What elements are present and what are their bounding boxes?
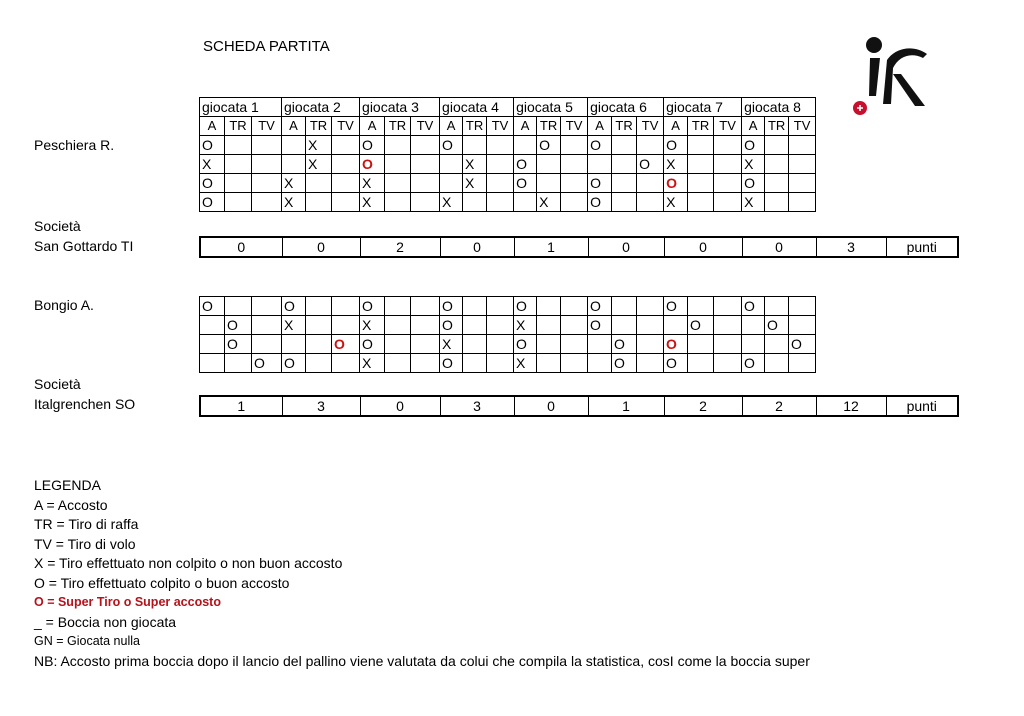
- shot-cell: X: [306, 155, 332, 174]
- shot-cell: [688, 193, 714, 212]
- shot-cell: O: [588, 136, 612, 155]
- shot-cell: [306, 193, 332, 212]
- shot-cell: [714, 354, 742, 373]
- shot-cell: [537, 354, 561, 373]
- shot-cell: [714, 193, 742, 212]
- societa-name: San Gottardo TI: [34, 238, 134, 254]
- shot-cell: O: [360, 335, 385, 354]
- shot-cell: [714, 174, 742, 193]
- shot-type-header: TV: [252, 117, 282, 136]
- shot-cell: [332, 316, 360, 335]
- bocce-player-logo-icon: [843, 34, 931, 118]
- table-row: [200, 174, 816, 193]
- shot-cell: [487, 354, 514, 373]
- shot-cell: [688, 335, 714, 354]
- shot-cell: [561, 155, 588, 174]
- shot-cell: O: [514, 155, 537, 174]
- giocata-header: giocata 8: [742, 98, 816, 117]
- shot-cell: [714, 297, 742, 316]
- player-name: Bongio A.: [34, 297, 94, 313]
- shot-type-header: TR: [463, 117, 487, 136]
- shot-cell: [385, 297, 411, 316]
- shot-type-header: TR: [537, 117, 561, 136]
- shot-cell: [252, 316, 282, 335]
- shot-cell: [306, 297, 332, 316]
- shot-cell: O: [588, 193, 612, 212]
- giocata-header: giocata 4: [440, 98, 514, 117]
- shot-cell: [411, 335, 440, 354]
- shot-cell: X: [440, 335, 463, 354]
- shot-cell: O: [588, 174, 612, 193]
- shot-cell: [282, 335, 306, 354]
- shot-cell: [411, 354, 440, 373]
- shot-cell: X: [200, 155, 225, 174]
- shot-cell: O: [789, 335, 816, 354]
- shot-cell: X: [360, 316, 385, 335]
- shot-cell: O: [225, 335, 252, 354]
- giocata-header: giocata 6: [588, 98, 664, 117]
- table-row: [200, 193, 816, 212]
- shot-cell: [487, 174, 514, 193]
- table-row: [200, 316, 816, 335]
- shot-cell: [487, 297, 514, 316]
- shot-cell: [561, 136, 588, 155]
- giocata-header: giocata 3: [360, 98, 440, 117]
- shot-cell: [411, 136, 440, 155]
- shot-cell: [200, 335, 225, 354]
- shot-cell: [537, 335, 561, 354]
- table-row: [200, 297, 816, 316]
- shot-cell: [612, 155, 637, 174]
- shot-cell: O: [440, 136, 463, 155]
- shot-cell: [637, 335, 664, 354]
- legend-line: NB: Accosto prima boccia dopo il lancio del pallino viene valutata da colui che compila la statistica, cosI come la boccia super: [34, 652, 810, 669]
- shot-cell: [688, 155, 714, 174]
- shot-cell: [332, 354, 360, 373]
- shot-cell: [252, 174, 282, 193]
- shot-cell: O: [514, 174, 537, 193]
- shot-cell: [463, 297, 487, 316]
- shot-cell: [463, 316, 487, 335]
- shot-cell: O: [664, 174, 688, 193]
- shot-cell: [537, 155, 561, 174]
- points-label: punti: [886, 237, 958, 257]
- legend-line: GN = Giocata nulla: [34, 634, 140, 648]
- shot-cell: [200, 354, 225, 373]
- table-row: [200, 335, 816, 354]
- shot-cell: [637, 297, 664, 316]
- shot-cell: O: [765, 316, 789, 335]
- legend-line: O = Super Tiro o Super accosto: [34, 595, 221, 609]
- giocata-score: 1: [588, 396, 664, 416]
- shot-cell: [225, 174, 252, 193]
- giocata-header: giocata 1: [200, 98, 282, 117]
- giocata-score: 0: [588, 237, 664, 257]
- shot-cell: [688, 174, 714, 193]
- giocata-score: 0: [742, 237, 816, 257]
- shot-cell: [765, 297, 789, 316]
- player-name: Peschiera R.: [34, 137, 115, 153]
- shot-cell: X: [664, 155, 688, 174]
- giocata-score: 3: [440, 396, 514, 416]
- shot-cell: [463, 354, 487, 373]
- shot-cell: [225, 193, 252, 212]
- shot-cell: [789, 136, 816, 155]
- shot-cell: O: [440, 297, 463, 316]
- shot-type-header: TR: [688, 117, 714, 136]
- shot-cell: [561, 354, 588, 373]
- shot-cell: O: [664, 335, 688, 354]
- shot-cell: [714, 316, 742, 335]
- shot-cell: O: [360, 136, 385, 155]
- shot-cell: [588, 354, 612, 373]
- shot-cell: [789, 174, 816, 193]
- shot-cell: [332, 155, 360, 174]
- giocata-score: 3: [282, 396, 360, 416]
- shot-cell: X: [537, 193, 561, 212]
- score-grid-team-2: [199, 296, 816, 373]
- shot-type-header: A: [200, 117, 225, 136]
- shot-cell: [252, 155, 282, 174]
- shot-cell: [440, 155, 463, 174]
- shot-cell: [463, 136, 487, 155]
- legend-line: O = Tiro effettuato colpito o buon accosto: [34, 574, 290, 591]
- table-row: [200, 354, 816, 373]
- giocata-score: 2: [360, 237, 440, 257]
- shot-cell: [385, 335, 411, 354]
- shot-cell: [688, 297, 714, 316]
- legend-line: X = Tiro effettuato non colpito o non buon accosto: [34, 555, 343, 571]
- shot-type-header: A: [742, 117, 765, 136]
- shot-cell: [637, 354, 664, 373]
- shot-cell: [252, 297, 282, 316]
- shot-cell: [282, 136, 306, 155]
- shot-cell: O: [200, 136, 225, 155]
- shot-cell: X: [360, 174, 385, 193]
- shot-type-header: TV: [714, 117, 742, 136]
- legend: [34, 476, 810, 671]
- shot-cell: [332, 136, 360, 155]
- shot-cell: [537, 316, 561, 335]
- shot-cell: [765, 155, 789, 174]
- shot-cell: O: [742, 297, 765, 316]
- shot-cell: [487, 136, 514, 155]
- giocata-header: giocata 7: [664, 98, 742, 117]
- points-label: punti: [886, 396, 958, 416]
- giocata-score: 2: [742, 396, 816, 416]
- shot-cell: O: [588, 297, 612, 316]
- shot-type-header: TV: [411, 117, 440, 136]
- table-row: [200, 136, 816, 155]
- shot-type-header: TV: [487, 117, 514, 136]
- shot-cell: O: [588, 316, 612, 335]
- legend-line: TR = Tiro di raffa: [34, 516, 139, 532]
- giocata-score: 1: [514, 237, 588, 257]
- shot-cell: [765, 354, 789, 373]
- shot-cell: O: [742, 136, 765, 155]
- giocata-header: giocata 2: [282, 98, 360, 117]
- shot-cell: [306, 354, 332, 373]
- shot-cell: O: [664, 354, 688, 373]
- societa-label: Società: [34, 218, 81, 234]
- shot-cell: [411, 174, 440, 193]
- giocata-score: 0: [440, 237, 514, 257]
- shot-cell: [385, 155, 411, 174]
- shot-cell: [487, 193, 514, 212]
- societa-name: Italgrenchen SO: [34, 396, 136, 412]
- shot-cell: [487, 335, 514, 354]
- shot-cell: O: [360, 297, 385, 316]
- shot-cell: O: [200, 297, 225, 316]
- shot-cell: [664, 316, 688, 335]
- shot-cell: [225, 354, 252, 373]
- giocata-header: giocata 5: [514, 98, 588, 117]
- shot-cell: [440, 174, 463, 193]
- shot-type-header: A: [588, 117, 612, 136]
- shot-cell: [306, 335, 332, 354]
- shot-cell: [252, 136, 282, 155]
- shot-type-header: TR: [306, 117, 332, 136]
- shot-cell: [637, 316, 664, 335]
- shot-cell: O: [742, 354, 765, 373]
- shot-cell: [765, 136, 789, 155]
- shot-type-header: TV: [561, 117, 588, 136]
- shot-cell: [282, 155, 306, 174]
- shot-cell: [789, 316, 816, 335]
- shot-cell: [225, 136, 252, 155]
- giocata-score: 0: [664, 237, 742, 257]
- shot-cell: O: [612, 335, 637, 354]
- shot-cell: X: [514, 354, 537, 373]
- shot-cell: O: [612, 354, 637, 373]
- shot-type-header: TR: [385, 117, 411, 136]
- shot-cell: [612, 297, 637, 316]
- shot-cell: O: [200, 174, 225, 193]
- shot-cell: [742, 335, 765, 354]
- shot-cell: [487, 316, 514, 335]
- score-grid-team-1: [199, 97, 816, 212]
- shot-cell: [225, 155, 252, 174]
- points-row-team-2: [199, 395, 959, 417]
- giocata-score: 0: [514, 396, 588, 416]
- shot-type-header: A: [440, 117, 463, 136]
- shot-type-header: A: [664, 117, 688, 136]
- shot-cell: [561, 193, 588, 212]
- shot-cell: [637, 193, 664, 212]
- shot-cell: O: [664, 136, 688, 155]
- shot-cell: [588, 155, 612, 174]
- shot-cell: O: [332, 335, 360, 354]
- shot-cell: X: [282, 193, 306, 212]
- shot-cell: X: [514, 316, 537, 335]
- shot-cell: [385, 193, 411, 212]
- shot-cell: X: [282, 174, 306, 193]
- shot-cell: X: [306, 136, 332, 155]
- shot-cell: [537, 174, 561, 193]
- shot-type-header: TR: [765, 117, 789, 136]
- giocata-score: 1: [200, 396, 282, 416]
- shot-cell: O: [440, 354, 463, 373]
- shot-cell: [332, 297, 360, 316]
- shot-cell: [463, 193, 487, 212]
- shot-cell: [487, 155, 514, 174]
- shot-cell: O: [252, 354, 282, 373]
- shot-cell: [411, 155, 440, 174]
- shot-cell: X: [664, 193, 688, 212]
- shot-cell: O: [282, 297, 306, 316]
- shot-cell: [306, 174, 332, 193]
- shot-cell: [612, 316, 637, 335]
- shot-type-header: A: [360, 117, 385, 136]
- legend-line: TV = Tiro di volo: [34, 535, 136, 552]
- shot-cell: [688, 136, 714, 155]
- total-score: 12: [816, 396, 886, 416]
- shot-cell: [463, 335, 487, 354]
- shot-cell: [514, 136, 537, 155]
- shot-cell: X: [282, 316, 306, 335]
- shot-cell: [714, 335, 742, 354]
- shot-cell: [385, 136, 411, 155]
- shot-cell: O: [440, 316, 463, 335]
- shot-cell: [561, 335, 588, 354]
- shot-cell: [789, 297, 816, 316]
- shot-cell: X: [360, 193, 385, 212]
- shot-type-header: A: [282, 117, 306, 136]
- shot-cell: [561, 174, 588, 193]
- shot-type-header: TR: [612, 117, 637, 136]
- shot-cell: [588, 335, 612, 354]
- shot-cell: [252, 193, 282, 212]
- legend-line: A = Accosto: [34, 496, 108, 513]
- page-title: SCHEDA PARTITA: [203, 38, 330, 55]
- shot-cell: [252, 335, 282, 354]
- shot-type-header: TV: [332, 117, 360, 136]
- shot-cell: O: [664, 297, 688, 316]
- shot-type-header: TR: [225, 117, 252, 136]
- shot-cell: O: [537, 136, 561, 155]
- shot-type-header: TV: [637, 117, 664, 136]
- shot-cell: O: [742, 174, 765, 193]
- shot-type-header: A: [514, 117, 537, 136]
- shot-cell: [225, 297, 252, 316]
- societa-label: Società: [34, 376, 81, 392]
- shot-cell: [385, 174, 411, 193]
- shot-cell: [332, 193, 360, 212]
- shot-cell: X: [440, 193, 463, 212]
- shot-cell: [612, 136, 637, 155]
- shot-cell: [714, 136, 742, 155]
- shot-cell: X: [463, 174, 487, 193]
- shot-cell: [637, 174, 664, 193]
- shot-cell: X: [360, 354, 385, 373]
- shot-cell: O: [514, 297, 537, 316]
- shot-cell: [411, 193, 440, 212]
- shot-cell: [765, 174, 789, 193]
- shot-cell: [561, 297, 588, 316]
- shot-cell: X: [742, 155, 765, 174]
- shot-cell: [537, 297, 561, 316]
- shot-cell: O: [514, 335, 537, 354]
- shot-cell: [789, 193, 816, 212]
- shot-cell: O: [637, 155, 664, 174]
- shot-cell: [789, 354, 816, 373]
- giocata-score: 0: [200, 237, 282, 257]
- shot-cell: [385, 316, 411, 335]
- shot-cell: [411, 316, 440, 335]
- shot-cell: [742, 316, 765, 335]
- shot-cell: [765, 193, 789, 212]
- shot-cell: [714, 155, 742, 174]
- giocata-score: 2: [664, 396, 742, 416]
- shot-cell: [514, 193, 537, 212]
- shot-cell: [561, 316, 588, 335]
- shot-cell: [612, 174, 637, 193]
- table-row: [200, 155, 816, 174]
- shot-cell: [332, 174, 360, 193]
- shot-cell: O: [360, 155, 385, 174]
- giocata-score: 0: [360, 396, 440, 416]
- legend-line: _ = Boccia non giocata: [34, 613, 177, 630]
- shot-cell: [637, 136, 664, 155]
- shot-cell: O: [688, 316, 714, 335]
- legend-line: LEGENDA: [34, 477, 101, 493]
- shot-cell: O: [225, 316, 252, 335]
- shot-cell: O: [282, 354, 306, 373]
- shot-cell: X: [463, 155, 487, 174]
- shot-cell: [612, 193, 637, 212]
- shot-type-header: TV: [789, 117, 816, 136]
- shot-cell: [688, 354, 714, 373]
- giocata-score: 0: [282, 237, 360, 257]
- total-score: 3: [816, 237, 886, 257]
- shot-cell: O: [200, 193, 225, 212]
- shot-cell: [385, 354, 411, 373]
- shot-cell: [306, 316, 332, 335]
- shot-cell: [789, 155, 816, 174]
- shot-cell: X: [742, 193, 765, 212]
- shot-cell: [411, 297, 440, 316]
- points-row-team-1: [199, 236, 959, 258]
- shot-cell: [765, 335, 789, 354]
- shot-cell: [200, 316, 225, 335]
